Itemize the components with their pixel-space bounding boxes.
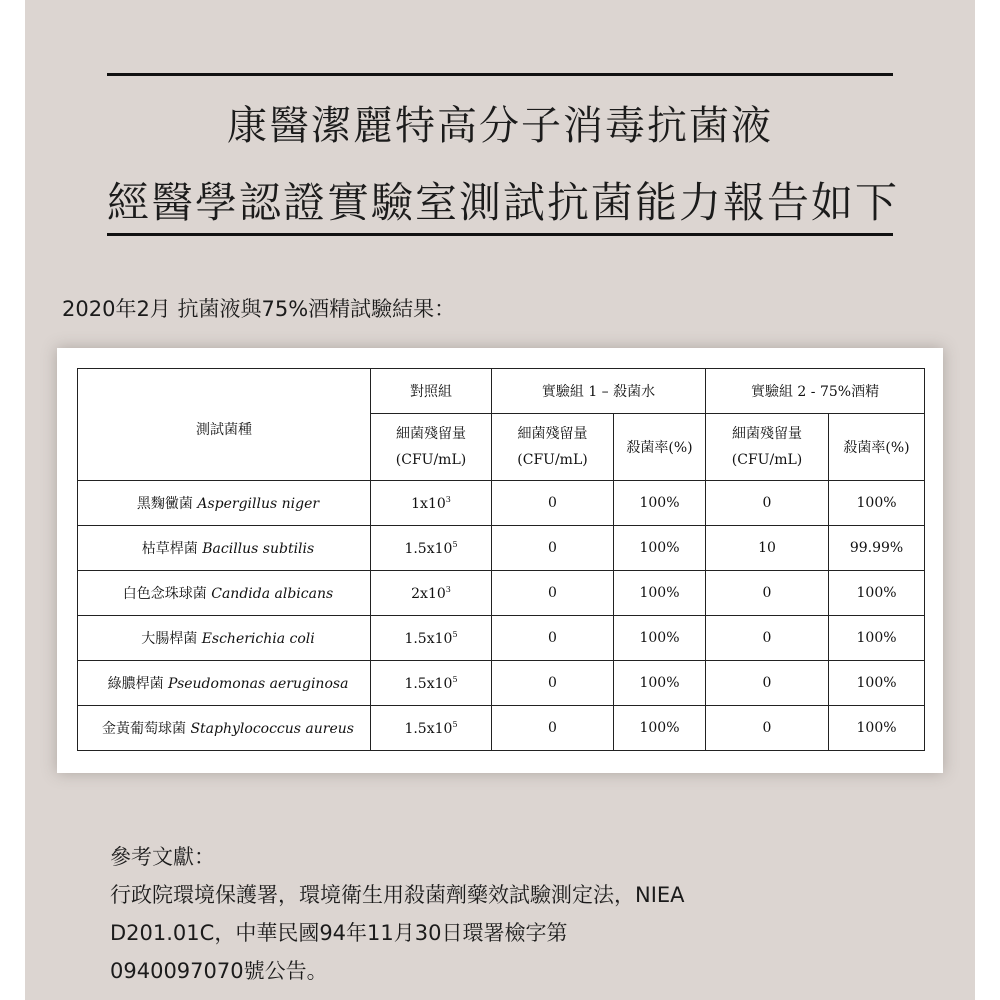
table-row xyxy=(78,616,925,661)
control-residual xyxy=(371,706,492,751)
control-residual-exponent: 5 xyxy=(452,719,458,729)
exp1-residual-header xyxy=(492,414,614,481)
residual-unit: (CFU/mL) xyxy=(395,452,467,468)
reference-line: 0940097070號公告。 xyxy=(110,959,328,983)
control-residual-exponent: 5 xyxy=(452,629,458,639)
exp2-residual: 0 xyxy=(706,481,829,526)
table-row xyxy=(78,571,925,616)
exp1-kill-rate: 100% xyxy=(614,481,706,526)
exp2-residual: 0 xyxy=(706,661,829,706)
exp1-residual: 0 xyxy=(492,616,614,661)
control-residual-base: 1.5x10 xyxy=(404,540,453,557)
species-name-zh: 大腸桿菌 xyxy=(141,631,198,647)
species-name-scientific: Bacillus subtilis xyxy=(202,541,315,557)
control-residual-exponent: 5 xyxy=(452,674,458,684)
exp2-residual: 0 xyxy=(706,571,829,616)
reference-line: D201.01C，中華民國94年11月30日環署檢字第 xyxy=(110,921,568,945)
table-row xyxy=(78,661,925,706)
title-top-rule xyxy=(107,73,893,76)
exp1-kill-rate: 100% xyxy=(614,661,706,706)
control-residual xyxy=(371,661,492,706)
control-residual xyxy=(371,526,492,571)
exp1-group-header: 實驗組 1 – 殺菌水 xyxy=(492,369,706,414)
species-name-zh: 金黃葡萄球菌 xyxy=(102,721,187,737)
control-residual-header xyxy=(371,414,492,481)
species-name-zh: 黑麴黴菌 xyxy=(136,496,193,512)
exp1-kill-rate: 100% xyxy=(614,526,706,571)
control-residual-base: 1.5x10 xyxy=(404,675,453,692)
exp2-kill-rate: 100% xyxy=(829,571,925,616)
control-residual-exponent: 5 xyxy=(452,539,458,549)
control-residual-exponent: 3 xyxy=(445,494,451,504)
references-heading: 參考文獻： xyxy=(110,845,215,869)
residual-label: 細菌殘留量 xyxy=(732,426,803,442)
exp1-kill-rate: 100% xyxy=(614,706,706,751)
species-name xyxy=(78,661,371,706)
table-row xyxy=(78,706,925,751)
residual-unit: (CFU/mL) xyxy=(731,452,803,468)
species-name xyxy=(78,616,371,661)
exp1-kill-rate-header: 殺菌率(%) xyxy=(614,414,706,481)
exp2-kill-rate: 99.99% xyxy=(829,526,925,571)
exp2-kill-rate: 100% xyxy=(829,706,925,751)
species-header: 測試菌種 xyxy=(78,369,371,481)
exp1-residual: 0 xyxy=(492,661,614,706)
exp2-kill-rate: 100% xyxy=(829,661,925,706)
species-name-scientific: Escherichia coli xyxy=(201,631,315,647)
results-rows xyxy=(78,481,925,751)
species-name-scientific: Aspergillus niger xyxy=(197,496,320,512)
control-residual xyxy=(371,571,492,616)
exp2-kill-rate-header: 殺菌率(%) xyxy=(829,414,925,481)
species-name xyxy=(78,706,371,751)
control-group-header: 對照組 xyxy=(371,369,492,414)
test-date-subtitle: 2020年2月 抗菌液與75%酒精試驗結果： xyxy=(62,297,456,321)
exp2-residual: 0 xyxy=(706,706,829,751)
residual-label: 細菌殘留量 xyxy=(517,426,588,442)
species-name-zh: 白色念珠球菌 xyxy=(122,586,207,602)
control-residual-base: 1x10 xyxy=(411,495,446,512)
exp2-kill-rate: 100% xyxy=(829,616,925,661)
species-name-zh: 枯草桿菌 xyxy=(141,541,198,557)
references xyxy=(110,838,870,990)
species-name-scientific: Pseudomonas aeruginosa xyxy=(168,676,349,692)
table-row xyxy=(78,481,925,526)
species-name xyxy=(78,526,371,571)
page-title-line2: 經醫學認證實驗室測試抗菌能力報告如下 xyxy=(107,178,900,227)
control-residual-base: 1.5x10 xyxy=(404,630,453,647)
exp2-group-header: 實驗組 2 - 75%酒精 xyxy=(706,369,925,414)
control-residual xyxy=(371,481,492,526)
results-table xyxy=(77,368,925,751)
exp1-residual: 0 xyxy=(492,706,614,751)
table-row xyxy=(78,526,925,571)
control-residual xyxy=(371,616,492,661)
exp1-residual: 0 xyxy=(492,526,614,571)
exp2-residual: 10 xyxy=(706,526,829,571)
species-name xyxy=(78,571,371,616)
control-residual-base: 1.5x10 xyxy=(404,720,453,737)
species-name-scientific: Candida albicans xyxy=(211,586,334,602)
title-bottom-rule xyxy=(107,233,893,236)
exp1-kill-rate: 100% xyxy=(614,616,706,661)
exp1-residual: 0 xyxy=(492,571,614,616)
species-name xyxy=(78,481,371,526)
residual-label: 細菌殘留量 xyxy=(396,426,466,442)
species-name-scientific: Staphylococcus aureus xyxy=(190,721,354,737)
species-name-zh: 綠膿桿菌 xyxy=(107,676,164,692)
control-residual-base: 2x10 xyxy=(411,585,446,602)
residual-unit: (CFU/mL) xyxy=(517,452,588,468)
results-table-card xyxy=(57,348,943,773)
exp2-residual-header xyxy=(706,414,829,481)
page-title-line1: 康醫潔麗特高分子消毒抗菌液 xyxy=(227,103,773,149)
exp2-kill-rate: 100% xyxy=(829,481,925,526)
reference-line: 行政院環境保護署，環境衛生用殺菌劑藥效試驗測定法，NIEA xyxy=(110,883,685,907)
control-residual-exponent: 3 xyxy=(445,584,451,594)
exp1-kill-rate: 100% xyxy=(614,571,706,616)
exp2-residual: 0 xyxy=(706,616,829,661)
exp1-residual: 0 xyxy=(492,481,614,526)
